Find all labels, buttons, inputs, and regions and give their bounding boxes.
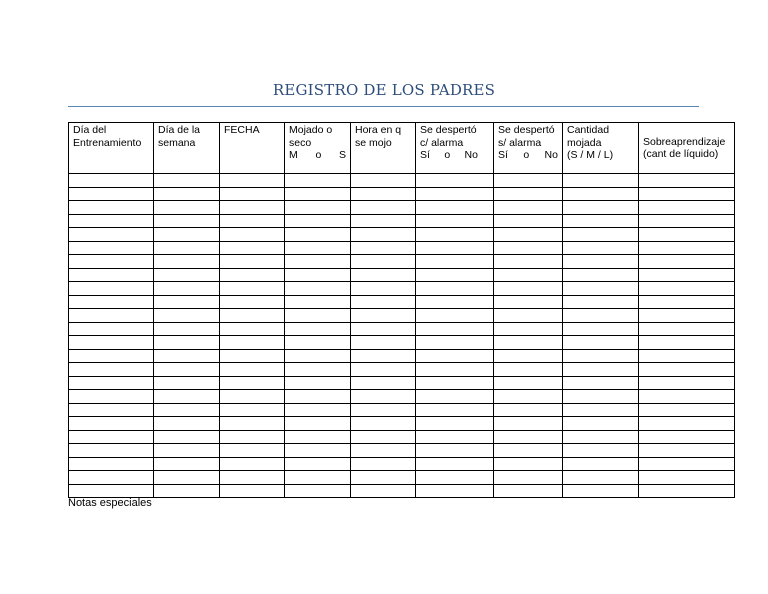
- table-row: [69, 255, 735, 269]
- table-cell[interactable]: [69, 471, 154, 485]
- table-cell[interactable]: [69, 174, 154, 188]
- table-cell[interactable]: [416, 214, 494, 228]
- table-cell[interactable]: [563, 484, 639, 498]
- table-cell[interactable]: [285, 201, 351, 215]
- table-cell[interactable]: [416, 322, 494, 336]
- table-cell[interactable]: [285, 471, 351, 485]
- option-label: S: [338, 149, 346, 161]
- table-cell[interactable]: [351, 241, 416, 255]
- table-cell[interactable]: [494, 471, 563, 485]
- table-row: [69, 444, 735, 458]
- table-cell[interactable]: [639, 403, 735, 417]
- table-cell[interactable]: [639, 295, 735, 309]
- table-row: [69, 403, 735, 417]
- table-cell[interactable]: [69, 376, 154, 390]
- table-cell[interactable]: [154, 187, 220, 201]
- table-cell[interactable]: [494, 336, 563, 350]
- col-header-overlearning: [639, 123, 735, 174]
- table-cell[interactable]: [563, 390, 639, 404]
- table-row: [69, 201, 735, 215]
- table-cell[interactable]: [639, 417, 735, 431]
- table-cell[interactable]: [69, 444, 154, 458]
- header-line: (S / M / L): [567, 149, 614, 161]
- table-cell[interactable]: [494, 376, 563, 390]
- table-cell[interactable]: [220, 390, 285, 404]
- table-cell[interactable]: [69, 322, 154, 336]
- table-cell[interactable]: [285, 484, 351, 498]
- table-cell[interactable]: [416, 255, 494, 269]
- table-cell[interactable]: [220, 403, 285, 417]
- table-cell[interactable]: [69, 457, 154, 471]
- table-cell[interactable]: [563, 268, 639, 282]
- table-cell[interactable]: [285, 309, 351, 323]
- table-cell[interactable]: [639, 471, 735, 485]
- notes-label: Notas especiales: [68, 497, 152, 509]
- table-cell[interactable]: [639, 282, 735, 296]
- table-cell[interactable]: [220, 349, 285, 363]
- table-cell[interactable]: [639, 376, 735, 390]
- table-cell[interactable]: [220, 484, 285, 498]
- header-line: Día del: [73, 124, 107, 136]
- header-line: se mojo: [355, 136, 392, 149]
- table-cell[interactable]: [69, 309, 154, 323]
- table-cell[interactable]: [416, 295, 494, 309]
- log-body: [69, 174, 735, 498]
- header-line: Entrenamiento: [73, 136, 142, 149]
- table-cell[interactable]: [154, 484, 220, 498]
- table-cell[interactable]: [69, 390, 154, 404]
- table-cell[interactable]: [69, 430, 154, 444]
- col-header-date: [220, 123, 285, 174]
- table-cell[interactable]: [639, 457, 735, 471]
- table-cell[interactable]: [69, 255, 154, 269]
- table-cell[interactable]: [639, 336, 735, 350]
- table-cell[interactable]: [351, 174, 416, 188]
- parent-log-table: [68, 122, 735, 498]
- table-cell[interactable]: [285, 228, 351, 242]
- table-cell[interactable]: [639, 201, 735, 215]
- table-cell[interactable]: [494, 255, 563, 269]
- table-cell[interactable]: [639, 255, 735, 269]
- option-separator: o: [315, 149, 322, 161]
- table-cell[interactable]: [639, 174, 735, 188]
- table-cell[interactable]: [563, 174, 639, 188]
- table-cell[interactable]: [285, 349, 351, 363]
- table-cell[interactable]: [154, 174, 220, 188]
- table-cell[interactable]: [69, 403, 154, 417]
- table-cell[interactable]: [220, 241, 285, 255]
- table-cell[interactable]: [494, 201, 563, 215]
- header-options: [498, 149, 558, 162]
- table-row: [69, 295, 735, 309]
- header-options: [420, 149, 478, 162]
- table-cell[interactable]: [154, 376, 220, 390]
- table-cell[interactable]: [154, 417, 220, 431]
- table-cell[interactable]: [220, 417, 285, 431]
- col-header-weekday: [154, 123, 220, 174]
- table-cell[interactable]: [639, 430, 735, 444]
- header-line: mojada: [567, 136, 602, 149]
- table-row: [69, 390, 735, 404]
- table-row: [69, 214, 735, 228]
- table-cell[interactable]: [416, 241, 494, 255]
- table-cell[interactable]: [351, 376, 416, 390]
- table-row: [69, 484, 735, 498]
- table-cell[interactable]: [351, 390, 416, 404]
- table-cell[interactable]: [563, 444, 639, 458]
- table-cell[interactable]: [285, 282, 351, 296]
- option-label: Sí: [420, 149, 430, 161]
- table-cell[interactable]: [285, 403, 351, 417]
- table-cell[interactable]: [220, 214, 285, 228]
- table-cell[interactable]: [351, 228, 416, 242]
- table-cell[interactable]: [494, 390, 563, 404]
- table-cell[interactable]: [69, 268, 154, 282]
- table-row: [69, 268, 735, 282]
- table-cell[interactable]: [154, 214, 220, 228]
- table-row: [69, 228, 735, 242]
- table-cell[interactable]: [154, 471, 220, 485]
- header-line: Cantidad: [567, 124, 610, 136]
- table-cell[interactable]: [563, 309, 639, 323]
- table-cell[interactable]: [69, 241, 154, 255]
- col-header-training-day: [69, 123, 154, 174]
- table-cell[interactable]: [639, 349, 735, 363]
- table-cell[interactable]: [220, 309, 285, 323]
- table-cell[interactable]: [69, 417, 154, 431]
- table-cell[interactable]: [416, 336, 494, 350]
- title-underline: [68, 106, 699, 107]
- table-cell[interactable]: [351, 484, 416, 498]
- table-cell[interactable]: [563, 417, 639, 431]
- col-header-wet-amount: [563, 123, 639, 174]
- header-line: semana: [158, 136, 196, 149]
- table-cell[interactable]: [285, 457, 351, 471]
- table-cell[interactable]: [351, 282, 416, 296]
- table-cell[interactable]: [154, 309, 220, 323]
- table-cell[interactable]: [416, 376, 494, 390]
- table-cell[interactable]: [285, 214, 351, 228]
- table-cell[interactable]: [563, 430, 639, 444]
- table-cell[interactable]: [154, 363, 220, 377]
- table-cell[interactable]: [285, 268, 351, 282]
- table-cell[interactable]: [494, 430, 563, 444]
- table-cell[interactable]: [563, 471, 639, 485]
- table-cell[interactable]: [351, 336, 416, 350]
- table-cell[interactable]: [416, 471, 494, 485]
- table-cell[interactable]: [285, 376, 351, 390]
- table-cell[interactable]: [154, 444, 220, 458]
- table-cell[interactable]: [285, 255, 351, 269]
- table-cell[interactable]: [416, 268, 494, 282]
- table-cell[interactable]: [563, 282, 639, 296]
- table-cell[interactable]: [494, 295, 563, 309]
- table-cell[interactable]: [351, 214, 416, 228]
- table-cell[interactable]: [563, 349, 639, 363]
- table-cell[interactable]: [351, 201, 416, 215]
- option-label: No: [464, 149, 478, 161]
- table-cell[interactable]: [494, 403, 563, 417]
- table-cell[interactable]: [494, 349, 563, 363]
- table-cell[interactable]: [416, 201, 494, 215]
- table-cell[interactable]: [563, 363, 639, 377]
- option-label: Sí: [498, 149, 508, 161]
- table-row: [69, 457, 735, 471]
- table-cell[interactable]: [416, 417, 494, 431]
- table-cell[interactable]: [351, 187, 416, 201]
- header-line: c/ alarma: [420, 136, 464, 149]
- table-row: [69, 187, 735, 201]
- table-cell[interactable]: [416, 390, 494, 404]
- table-cell[interactable]: [220, 444, 285, 458]
- table-cell[interactable]: [154, 349, 220, 363]
- table-cell[interactable]: [69, 282, 154, 296]
- table-cell[interactable]: [563, 457, 639, 471]
- table-cell[interactable]: [69, 201, 154, 215]
- table-cell[interactable]: [220, 336, 285, 350]
- table-cell[interactable]: [220, 174, 285, 188]
- header-options: [289, 149, 346, 162]
- table-cell[interactable]: [351, 268, 416, 282]
- table-cell[interactable]: [563, 295, 639, 309]
- table-cell[interactable]: [285, 430, 351, 444]
- table-cell[interactable]: [563, 214, 639, 228]
- table-cell[interactable]: [154, 241, 220, 255]
- col-header-woke-with-alarm: [416, 123, 494, 174]
- table-cell[interactable]: [563, 241, 639, 255]
- table-cell[interactable]: [154, 457, 220, 471]
- table-row: [69, 309, 735, 323]
- header-line: Se despertó: [498, 124, 555, 136]
- header-line: (cant de líquido): [643, 148, 719, 160]
- table-cell[interactable]: [639, 322, 735, 336]
- header-line: seco: [289, 136, 312, 149]
- table-cell[interactable]: [220, 363, 285, 377]
- table-cell[interactable]: [416, 309, 494, 323]
- table-row: [69, 376, 735, 390]
- table-cell[interactable]: [285, 336, 351, 350]
- table-cell[interactable]: [494, 241, 563, 255]
- header-line: Hora en q: [355, 124, 402, 136]
- header-line: Sobreaprendizaje: [643, 135, 726, 148]
- table-row: [69, 430, 735, 444]
- table-cell[interactable]: [639, 268, 735, 282]
- table-cell[interactable]: [220, 295, 285, 309]
- table-cell[interactable]: [494, 282, 563, 296]
- table-cell[interactable]: [351, 417, 416, 431]
- col-header-wet-or-dry: [285, 123, 351, 174]
- table-cell[interactable]: [416, 349, 494, 363]
- table-cell[interactable]: [69, 336, 154, 350]
- table-cell[interactable]: [494, 187, 563, 201]
- table-cell[interactable]: [494, 484, 563, 498]
- table-cell[interactable]: [639, 241, 735, 255]
- table-cell[interactable]: [494, 214, 563, 228]
- table-cell[interactable]: [69, 228, 154, 242]
- table-cell[interactable]: [494, 457, 563, 471]
- table-row: [69, 471, 735, 485]
- table-cell[interactable]: [494, 174, 563, 188]
- header-line: Día de la: [158, 124, 201, 136]
- table-cell[interactable]: [639, 390, 735, 404]
- table-cell[interactable]: [494, 417, 563, 431]
- table-row: [69, 282, 735, 296]
- table-cell[interactable]: [563, 187, 639, 201]
- table-cell[interactable]: [639, 484, 735, 498]
- table-cell[interactable]: [285, 417, 351, 431]
- table-cell[interactable]: [351, 309, 416, 323]
- table-cell[interactable]: [639, 363, 735, 377]
- table-cell[interactable]: [220, 201, 285, 215]
- table-cell[interactable]: [154, 336, 220, 350]
- table-cell[interactable]: [285, 363, 351, 377]
- table-cell[interactable]: [494, 228, 563, 242]
- table-row: [69, 336, 735, 350]
- table-cell[interactable]: [563, 376, 639, 390]
- table-cell[interactable]: [220, 268, 285, 282]
- table-cell[interactable]: [285, 322, 351, 336]
- table-cell[interactable]: [220, 471, 285, 485]
- table-row: [69, 241, 735, 255]
- table-cell[interactable]: [69, 214, 154, 228]
- table-cell[interactable]: [563, 403, 639, 417]
- table-cell[interactable]: [416, 444, 494, 458]
- table-cell[interactable]: [416, 403, 494, 417]
- table-cell[interactable]: [351, 430, 416, 444]
- table-cell[interactable]: [416, 187, 494, 201]
- table-cell[interactable]: [154, 201, 220, 215]
- table-cell[interactable]: [494, 268, 563, 282]
- table-cell[interactable]: [154, 403, 220, 417]
- table-cell[interactable]: [639, 187, 735, 201]
- table-cell[interactable]: [351, 403, 416, 417]
- table-cell[interactable]: [154, 430, 220, 444]
- table-cell[interactable]: [220, 282, 285, 296]
- table-cell[interactable]: [154, 255, 220, 269]
- table-cell[interactable]: [639, 309, 735, 323]
- table-cell[interactable]: [285, 390, 351, 404]
- table-cell[interactable]: [416, 430, 494, 444]
- header-line: Mojado o: [289, 124, 333, 136]
- table-cell[interactable]: [154, 268, 220, 282]
- table-cell[interactable]: [285, 444, 351, 458]
- table-cell[interactable]: [220, 430, 285, 444]
- table-cell[interactable]: [494, 309, 563, 323]
- table-cell[interactable]: [494, 363, 563, 377]
- table-cell[interactable]: [154, 228, 220, 242]
- table-cell[interactable]: [563, 228, 639, 242]
- table-cell[interactable]: [639, 444, 735, 458]
- table-cell[interactable]: [416, 484, 494, 498]
- table-cell[interactable]: [154, 390, 220, 404]
- table-cell[interactable]: [351, 255, 416, 269]
- header-line: FECHA: [224, 124, 260, 136]
- table-cell[interactable]: [69, 187, 154, 201]
- table-cell[interactable]: [220, 457, 285, 471]
- table-cell[interactable]: [351, 322, 416, 336]
- table-cell[interactable]: [220, 228, 285, 242]
- table-cell[interactable]: [639, 228, 735, 242]
- table-row: [69, 417, 735, 431]
- table-row: [69, 322, 735, 336]
- table-cell[interactable]: [154, 282, 220, 296]
- table-cell[interactable]: [351, 349, 416, 363]
- table-cell[interactable]: [351, 444, 416, 458]
- table-cell[interactable]: [494, 322, 563, 336]
- table-cell[interactable]: [69, 349, 154, 363]
- table-cell[interactable]: [351, 457, 416, 471]
- table-cell[interactable]: [220, 376, 285, 390]
- table-cell[interactable]: [416, 174, 494, 188]
- table-cell[interactable]: [285, 174, 351, 188]
- table-cell[interactable]: [494, 444, 563, 458]
- table-cell[interactable]: [351, 471, 416, 485]
- table-cell[interactable]: [416, 457, 494, 471]
- option-label: No: [544, 149, 558, 161]
- table-cell[interactable]: [69, 295, 154, 309]
- table-cell[interactable]: [154, 322, 220, 336]
- table-cell[interactable]: [416, 282, 494, 296]
- table-cell[interactable]: [154, 295, 220, 309]
- table-cell[interactable]: [351, 295, 416, 309]
- table-row: [69, 349, 735, 363]
- table-cell[interactable]: [285, 241, 351, 255]
- table-cell[interactable]: [563, 201, 639, 215]
- page-title: REGISTRO DE LOS PADRES: [272, 81, 496, 99]
- table-cell[interactable]: [563, 322, 639, 336]
- table-cell[interactable]: [285, 187, 351, 201]
- col-header-woke-without-alarm: [494, 123, 563, 174]
- table-cell[interactable]: [351, 363, 416, 377]
- table-cell[interactable]: [69, 363, 154, 377]
- table-cell[interactable]: [220, 187, 285, 201]
- table-cell[interactable]: [416, 228, 494, 242]
- table-cell[interactable]: [563, 336, 639, 350]
- col-header-wet-time: [351, 123, 416, 174]
- table-cell[interactable]: [69, 484, 154, 498]
- table-cell[interactable]: [563, 255, 639, 269]
- table-cell[interactable]: [220, 255, 285, 269]
- table-cell[interactable]: [416, 363, 494, 377]
- option-separator: o: [523, 149, 530, 161]
- table-row: [69, 363, 735, 377]
- header-row: [69, 123, 735, 174]
- option-label: M: [289, 149, 298, 161]
- table-row: [69, 174, 735, 188]
- table-cell[interactable]: [220, 322, 285, 336]
- option-separator: o: [444, 149, 451, 161]
- header-line: s/ alarma: [498, 136, 542, 149]
- header-line: Se despertó: [420, 124, 477, 136]
- table-cell[interactable]: [285, 295, 351, 309]
- table-cell[interactable]: [639, 214, 735, 228]
